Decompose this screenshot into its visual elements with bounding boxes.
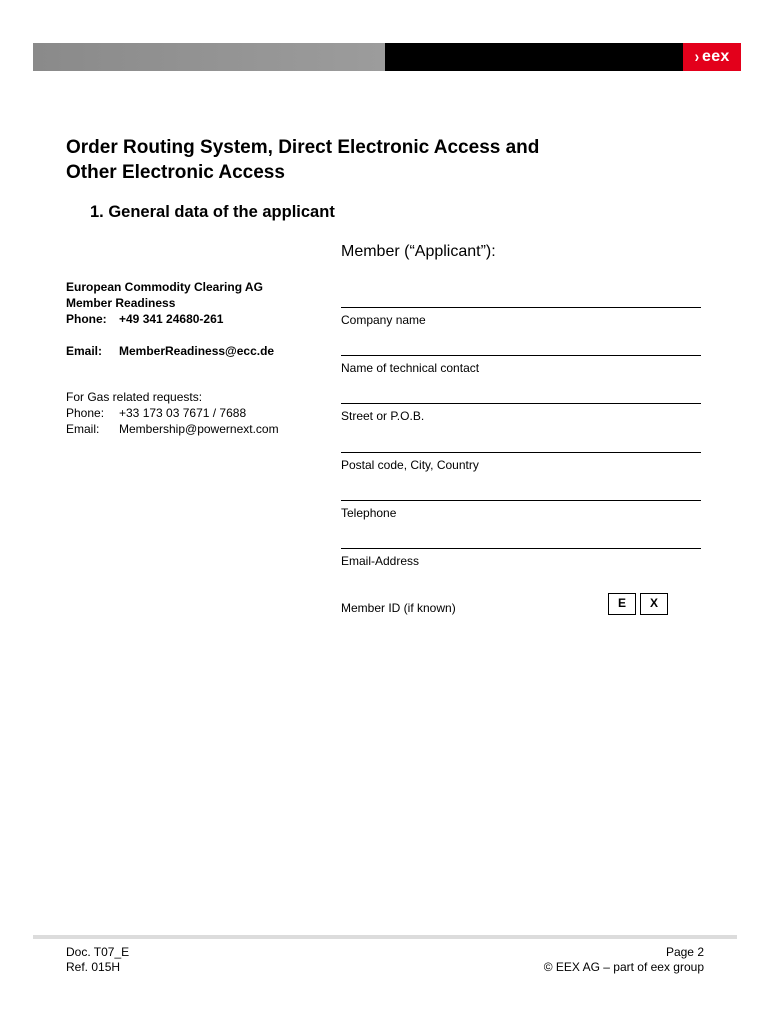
footer-doc: Doc. T07_E xyxy=(66,945,130,959)
street-field[interactable] xyxy=(341,403,701,424)
field-line[interactable] xyxy=(341,355,701,356)
chevron-right-icon: › xyxy=(694,47,700,66)
footer-page: Page 2 xyxy=(665,945,704,959)
field-line[interactable] xyxy=(341,452,701,453)
field-label: Postal code, City, Country xyxy=(341,458,479,472)
company-name-field[interactable] xyxy=(341,307,701,328)
postal-code-field[interactable] xyxy=(341,452,701,473)
gas-phone-label: Phone: xyxy=(66,406,105,420)
contact-email-label: Email: xyxy=(66,344,103,358)
title-line-2: Other Electronic Access xyxy=(66,162,285,183)
technical-contact-field[interactable] xyxy=(341,355,701,376)
contact-phone-row xyxy=(66,311,326,327)
field-label: Street or P.O.B. xyxy=(341,409,425,423)
member-id-box-e[interactable]: E xyxy=(608,593,636,615)
field-line[interactable] xyxy=(341,403,701,404)
contact-email-value[interactable]: MemberReadiness@ecc.de xyxy=(119,344,275,358)
footer-right xyxy=(544,945,704,975)
gas-email-value[interactable]: Membership@powernext.com xyxy=(119,422,279,436)
section-heading: 1. General data of the applicant xyxy=(90,203,335,221)
contact-phone-label: Phone: xyxy=(66,312,107,326)
field-line[interactable] xyxy=(341,500,701,501)
gas-phone-value: +33 173 03 7671 / 7688 xyxy=(119,406,247,420)
member-id-box-x[interactable]: X xyxy=(640,593,668,615)
member-heading: Member (“Applicant”): xyxy=(341,243,496,260)
contact-dept: Member Readiness xyxy=(66,296,176,310)
field-line[interactable] xyxy=(341,307,701,308)
member-id-label: Member ID (if known) xyxy=(341,601,456,615)
contact-org: European Commodity Clearing AG xyxy=(66,280,263,294)
gas-email-row xyxy=(66,421,326,437)
header-bar xyxy=(33,43,741,71)
footer-left xyxy=(66,945,129,975)
title-line-1: Order Routing System, Direct Electronic Access and xyxy=(66,137,540,158)
logo-text: eex xyxy=(702,48,730,65)
spacer xyxy=(66,359,326,389)
contact-block xyxy=(66,279,326,437)
contact-email-row xyxy=(66,343,326,359)
gas-email-label: Email: xyxy=(66,422,100,436)
header-black-segment xyxy=(385,43,741,71)
field-label: Email-Address xyxy=(341,554,420,568)
gas-phone-row xyxy=(66,405,326,421)
footer-copyright: © EEX AG – part of eex group xyxy=(543,960,704,974)
contact-phone-value: +49 341 24680-261 xyxy=(119,312,224,326)
spacer xyxy=(66,327,326,343)
header-grey-segment xyxy=(33,43,385,71)
field-line[interactable] xyxy=(341,548,701,549)
footer-divider xyxy=(33,935,737,939)
field-label: Telephone xyxy=(341,506,397,520)
email-address-field[interactable] xyxy=(341,548,701,569)
field-label: Name of technical contact xyxy=(341,361,480,375)
eex-logo xyxy=(683,43,741,71)
document-title xyxy=(66,135,626,185)
field-label: Company name xyxy=(341,313,426,327)
telephone-field[interactable] xyxy=(341,500,701,521)
footer-ref: Ref. 015H xyxy=(66,960,121,974)
gas-intro: For Gas related requests: xyxy=(66,390,203,404)
